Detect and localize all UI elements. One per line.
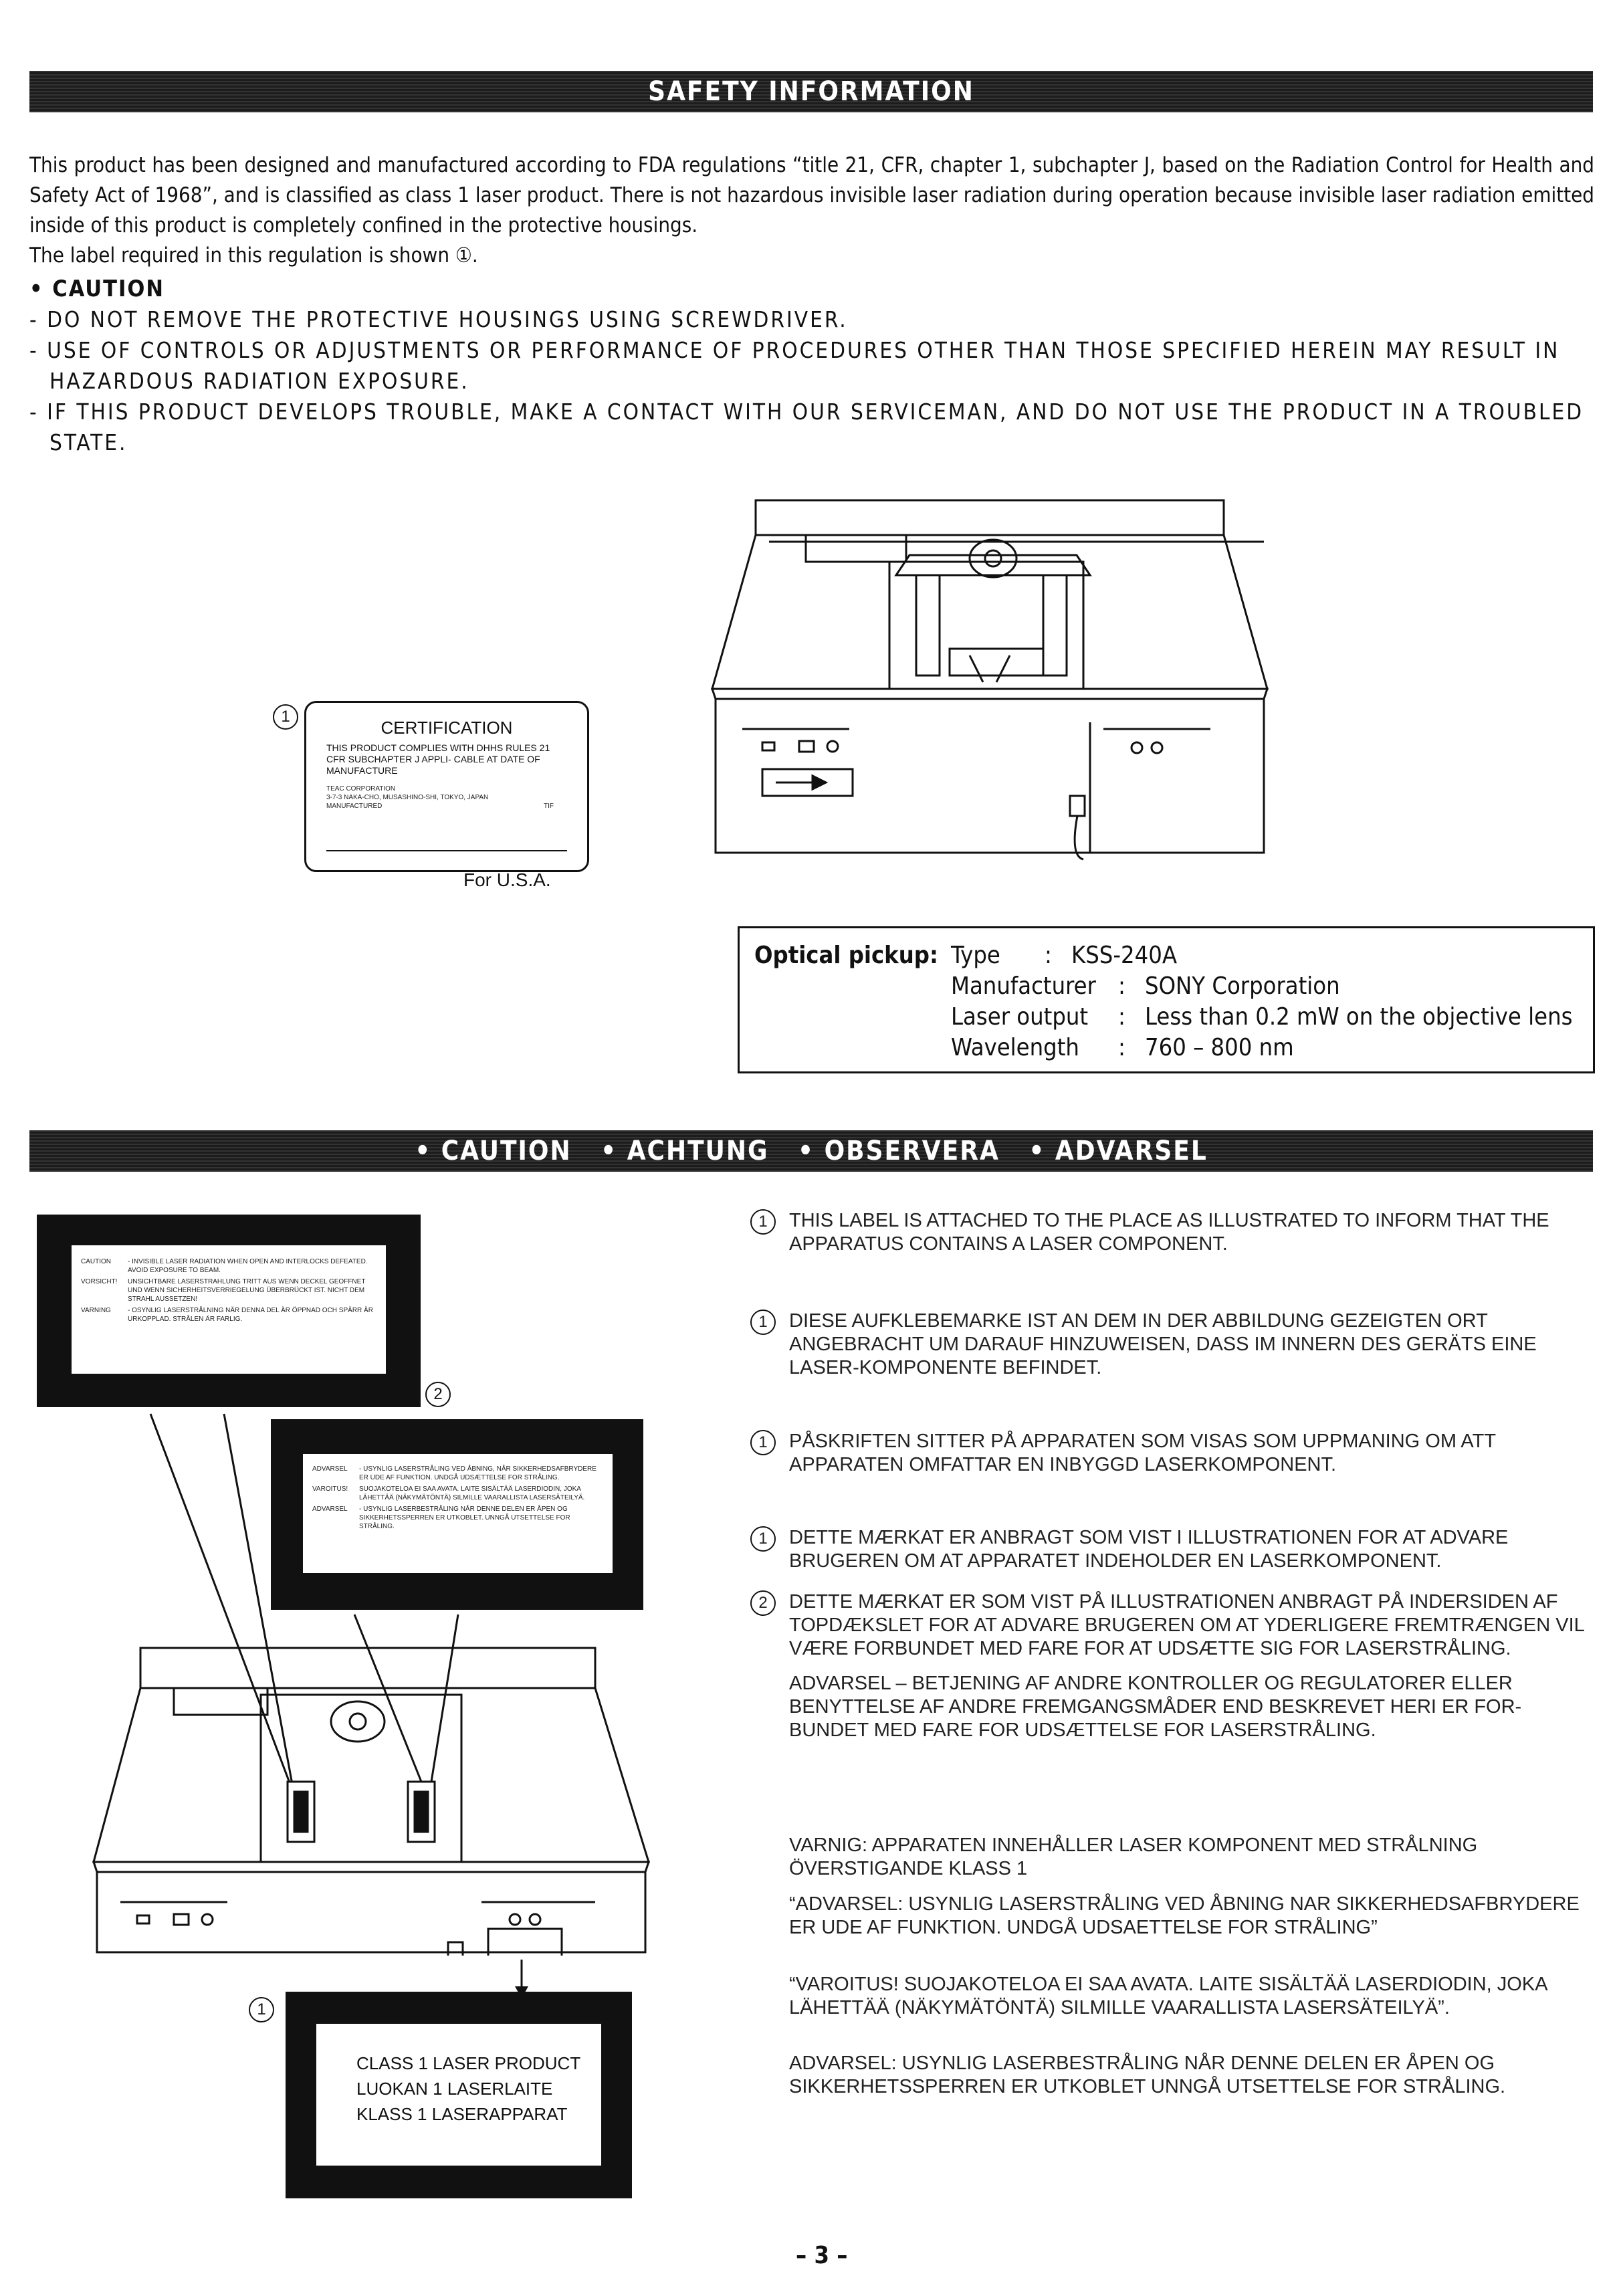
callout-marker: 1 bbox=[750, 1209, 776, 1235]
class-1-label bbox=[286, 1992, 632, 2198]
page-number: – 3 – bbox=[796, 2242, 848, 2269]
label-note-da: 1 DETTE MÆRKAT ER ANBRAGT SOM VIST I ILLUSTRATIONEN FOR AT ADVARE BRUGEREN OM AT APPARATET INDEHOLDER EN LASERKOMPONENT. bbox=[750, 1526, 1593, 1573]
label-note-sv: 1 PÅSKRIFTEN SITTER PÅ APPARATEN SOM VISAS SOM UPPMANING OM ATT APPARATEN OMFATTAR EN INBYGGD LASERKOMPONENT. bbox=[750, 1430, 1593, 1477]
pickup-specs bbox=[951, 940, 1572, 1063]
spec-row: Wavelength : 760 – 800 nm bbox=[951, 1034, 1294, 1061]
intro-paragraph: This product has been designed and manufactured according to FDA regulations “title 21, CFR, chapter 1, subchapter J, based on the Radiation Control for Health and Safety Act of 1968”, and is classified as class 1 laser product. There is not hazardous invisible laser radiation during operation because invisible laser radiation emitted inside of this product is completely confined in the protective housings. bbox=[29, 153, 1594, 237]
cert-divider bbox=[326, 850, 567, 851]
callout-marker: 1 bbox=[750, 1526, 776, 1552]
optical-pickup-box bbox=[738, 926, 1595, 1073]
intro-label-note: The label required in this regulation is shown ①. bbox=[29, 243, 478, 268]
advarsel-da: ADVARSEL – BETJENING AF ANDRE KONTROLLER OG REGULATORER ELLER BENYTTELSE AF ANDRE FREMGANGSMÅDER END BESKREVET HERI ER FOR- BUNDET MED FARE FOR UDSÆTTELSE FOR LASERSTRÅLING. bbox=[789, 1673, 1522, 1741]
callout-marker: 1 bbox=[249, 1997, 274, 2022]
class-label-line: CLASS 1 LASER PRODUCT bbox=[356, 2053, 581, 2073]
callout-marker: 2 bbox=[425, 1382, 451, 1407]
caution-item: - DO NOT REMOVE THE PROTECTIVE HOUSINGS USING SCREWDRIVER. bbox=[29, 306, 848, 332]
intro-text bbox=[29, 150, 1594, 271]
cert-address: 3-7-3 NAKA-CHO, MUSASHINO-SHI, TOKYO, JAPAN bbox=[326, 794, 489, 801]
spec-row: Type : KSS-240A bbox=[951, 942, 1178, 969]
caution-label-3: ADVARSEL - USYNLIG LASERSTRÅLING VED ÅBNING, NÅR SIKKERHEDSAFBRYDERE ER UDE AF FUNKTION. UNDGÅ UDSÆTTELSE FOR STRÅLING. VAROITUS! SUOJAKOTELOA EI SAA AVATA. LAITE SISÄLTÄÄ LASERDIODIN, JOKA LÄHETTÄÄ (NÄKYMÄTÖNTÄ) SILMILLE VAARALLISTA LASERSÄTEILYÄ. ADVARSEL - USYNLIG LASERBESTRÅLING NÅR DENNE DELEN ER ÅPEN OG SIKKERHETSSPERREN ER UTKOBLET. UNNGÅ UTSETTELSE FOR STRÅLING. bbox=[271, 1419, 643, 1610]
callout-marker: 2 bbox=[750, 1590, 776, 1616]
callout-marker: 1 bbox=[750, 1430, 776, 1455]
callout-marker: 1 bbox=[273, 704, 298, 730]
spec-row: Laser output : Less than 0.2 mW on the objective lens bbox=[951, 1003, 1573, 1031]
label-note-da-2: 2 DETTE MÆRKAT ER SOM VIST PÅ ILLUSTRATIONEN ANBRAGT PÅ INDERSIDEN AF TOPDÆKSLET FOR AT ADVARE BRUGEREN OM AT YDERLIGERE FREMTRÆNGEN VIL VÆRE FORBUNDET MED FARE FOR AT UDSÆTTE SIG FOR LASERSTRÅLING. bbox=[750, 1590, 1593, 1661]
cert-manufactured: MANUFACTURED bbox=[326, 803, 383, 810]
class-label-line: KLASS 1 LASERAPPARAT bbox=[356, 2104, 568, 2124]
advarsel-quote: “ADVARSEL: USYNLIG LASERSTRÅLING VED ÅBNING NAR SIKKERHEDSAFBRYDERE ER UDE AF FUNKTION. UNDGÅ UDSAETTELSE FOR STRÅLING” bbox=[789, 1893, 1580, 1938]
varnig-sv: VARNIG: APPARATEN INNEHÅLLER LASER KOMPONENT MED STRÅLNING ÖVERSTIGANDE KLASS 1 bbox=[789, 1835, 1478, 1879]
label-note-en: 1 THIS LABEL IS ATTACHED TO THE PLACE AS ILLUSTRATED TO INFORM THAT THE APPARATUS CONTAINS A LASER COMPONENT. bbox=[750, 1209, 1593, 1256]
class-label-inner bbox=[316, 2024, 601, 2166]
device-illustration-top bbox=[689, 495, 1291, 869]
section-header-safety: SAFETY INFORMATION bbox=[29, 71, 1593, 112]
advarsel-no: ADVARSEL: USYNLIG LASERBESTRÅLING NÅR DENNE DELEN ER ÅPEN OG SIKKERHETSSPERREN ER UTKOBLET UNNGÅ UTSETTELSE FOR STRÅLING. bbox=[789, 2053, 1506, 2097]
certification-label bbox=[304, 701, 589, 872]
label-note-de: 1 DIESE AUFKLEBEMARKE IST AN DEM IN DER ABBILDUNG GEZEIGTEN ORT ANGEBRACHT UM DARAUF HINZUWEISEN, DASS IM INNERN DES GERÄTS EINE LASER-KOMPONENTE BEFINDET. bbox=[750, 1310, 1593, 1380]
caution-label-2: CAUTION - INVISIBLE LASER RADIATION WHEN OPEN AND INTERLOCKS DEFEATED. AVOID EXPOSURE TO BEAM. VORSICHT! UNSICHTBARE LASERSTRAHLUNG TRITT AUS WENN DECKEL GEOFFNET UND WENN SICHERHEITSVERRIEGELUNG ÜBERBRÜCKT IST. NICHT DEM STRAHL AUSSETZEN! VARNING - OSYNLIG LASERSTRÅLNING NÄR DENNA DEL ÄR ÖPPNAD OCH SPÄRR ÄR URKOPPLAD. STRÅLEN ÄR FARLIG. bbox=[37, 1215, 421, 1407]
class-label-line: LUOKAN 1 LASERLAITE bbox=[356, 2079, 553, 2099]
cert-body: THIS PRODUCT COMPLIES WITH DHHS RULES 21 CFR SUBCHAPTER J APPLI- CABLE AT DATE OF MANUFACTURE bbox=[326, 742, 550, 776]
callout-marker: 1 bbox=[750, 1310, 776, 1335]
caution-item: - USE OF CONTROLS OR ADJUSTMENTS OR PERFORMANCE OF PROCEDURES OTHER THAN THOSE SPECIFIED HEREIN MAY RESULT IN HAZARDOUS RADIATION EXPOSURE. bbox=[29, 337, 1560, 394]
cert-for-usa: For U.S.A. bbox=[463, 869, 551, 890]
section-header-caution: • CAUTION • ACHTUNG • OBSERVERA • ADVARSEL bbox=[29, 1130, 1593, 1172]
caution-heading: • CAUTION bbox=[29, 276, 165, 302]
cert-suffix: TIF bbox=[544, 803, 554, 810]
cert-company: TEAC CORPORATION bbox=[326, 785, 396, 793]
device-illustration-bottom bbox=[74, 1407, 662, 1956]
pickup-label: Optical pickup: bbox=[754, 942, 938, 969]
varoitus-quote: “VAROITUS! SUOJAKOTELOA EI SAA AVATA. LAITE SISÄLTÄÄ LASERDIODIN, JOKA LÄHETTÄÄ (NÄKYMÄTÖNTÄ) SILMILLE VAARALLISTA LASERSÄTEILYÄ”. bbox=[789, 1974, 1547, 2018]
spec-row: Manufacturer : SONY Corporation bbox=[951, 972, 1340, 1000]
caution-list bbox=[29, 304, 1594, 458]
cert-title: CERTIFICATION bbox=[381, 718, 513, 738]
caution-item: - IF THIS PRODUCT DEVELOPS TROUBLE, MAKE A CONTACT WITH OUR SERVICEMAN, AND DO NOT USE THE PRODUCT IN A TROUBLED STATE. bbox=[29, 399, 1584, 455]
